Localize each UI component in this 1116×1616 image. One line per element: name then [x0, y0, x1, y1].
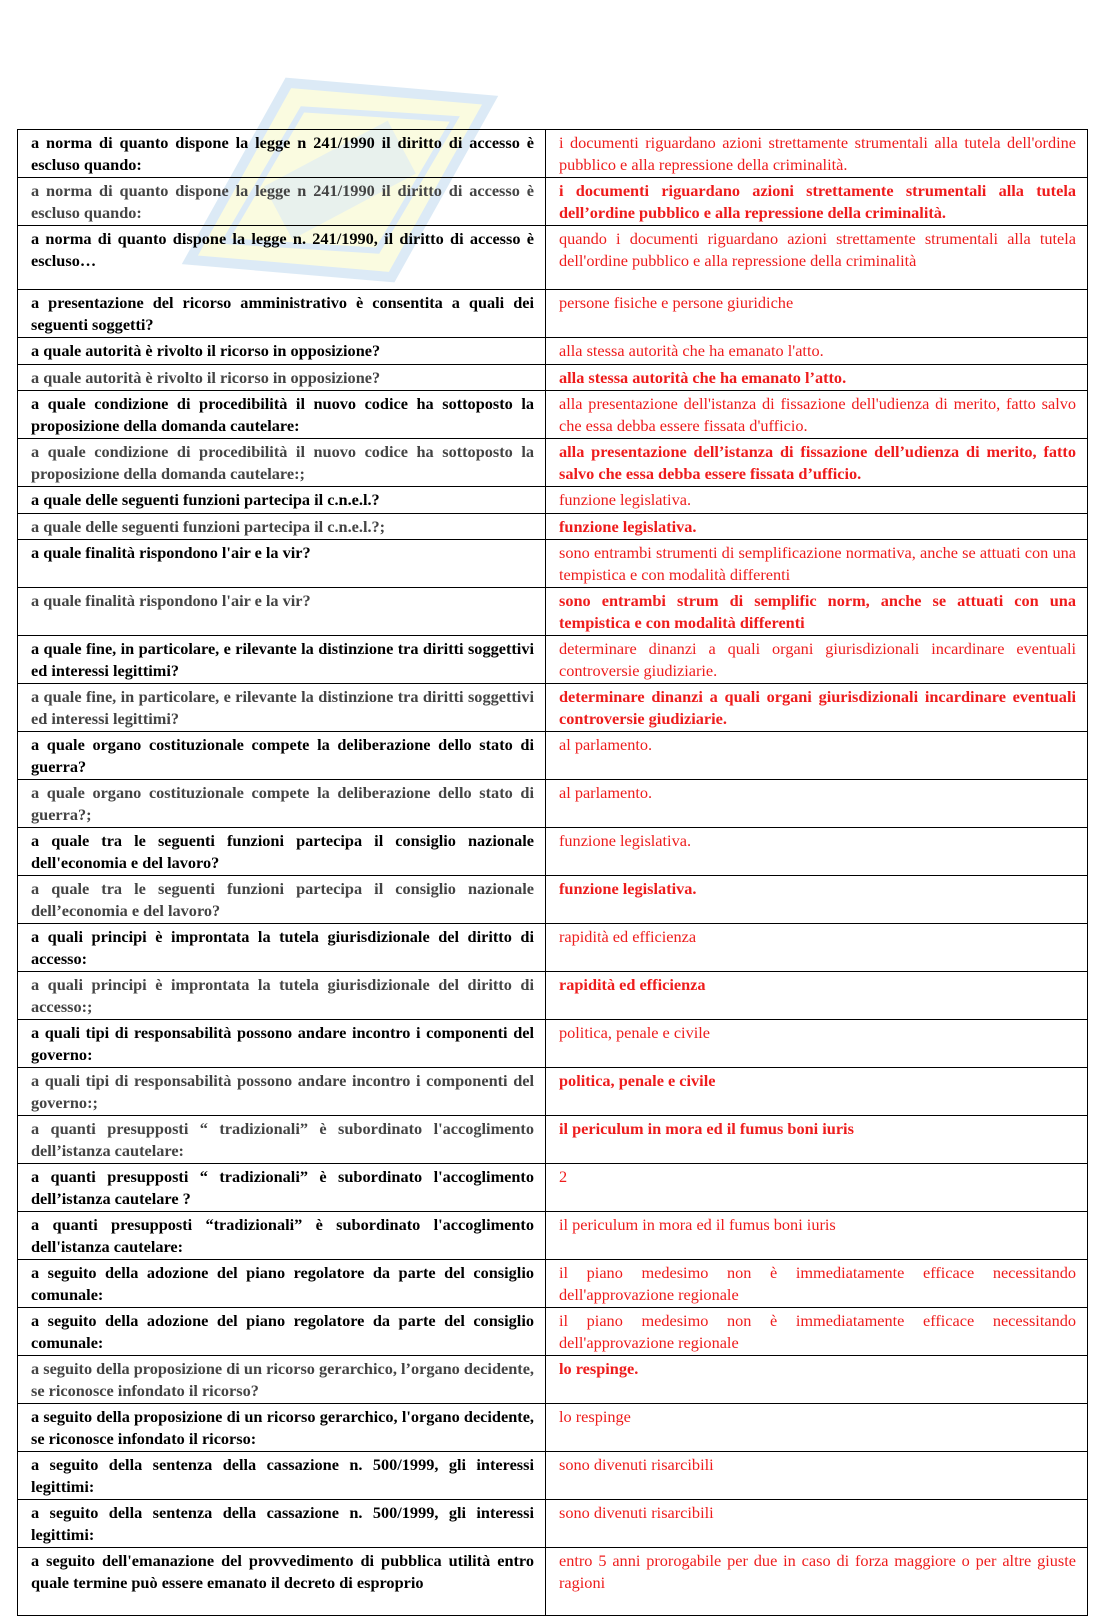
answer-cell: il piano medesimo non è immediatamente efficace necessitando dell'approvazione regionale — [546, 1260, 1088, 1308]
qa-row — [18, 1404, 1088, 1452]
question-cell: a quali principi è improntata la tutela giurisdizionale del diritto di accesso:; — [18, 972, 546, 1020]
question-cell: a quanti presupposti “tradizionali” è subordinato l'accoglimento dell'istanza cautelare: — [18, 1212, 546, 1260]
question-cell: a presentazione del ricorso amministrativo è consentita a quali dei seguenti soggetti? — [18, 290, 546, 338]
question-cell: a quale tra le seguenti funzioni partecipa il consiglio nazionale dell'economia e del lavoro? — [18, 828, 546, 876]
answer-cell: i documenti riguardano azioni strettamente strumentali alla tutela dell'ordine pubblico e alla repressione della criminalità. — [546, 130, 1088, 178]
question-cell: a quale fine, in particolare, e rilevante la distinzione tra diritti soggettivi ed interessi legittimi? — [18, 684, 546, 732]
qa-row — [18, 226, 1088, 290]
answer-cell: al parlamento. — [546, 732, 1088, 780]
answer-cell: alla stessa autorità che ha emanato l'atto. — [546, 338, 1088, 365]
question-cell: a quale delle seguenti funzioni partecipa il c.n.e.l.?; — [18, 513, 546, 540]
answer-cell: il periculum in mora ed il fumus boni iuris — [546, 1212, 1088, 1260]
qa-row — [18, 924, 1088, 972]
qa-row — [18, 487, 1088, 514]
answer-cell: politica, penale e civile — [546, 1020, 1088, 1068]
answer-cell: al parlamento. — [546, 780, 1088, 828]
question-cell: a seguito della adozione del piano regolatore da parte del consiglio comunale: — [18, 1260, 546, 1308]
answer-cell: alla presentazione dell'istanza di fissazione dell'udienza di merito, fatto salvo che essa debba essere fissata d'ufficio. — [546, 391, 1088, 439]
question-cell: a quale fine, in particolare, e rilevante la distinzione tra diritti soggettivi ed interessi legittimi? — [18, 636, 546, 684]
qa-row — [18, 338, 1088, 365]
answer-cell: funzione legislativa. — [546, 513, 1088, 540]
answer-cell: quando i documenti riguardano azioni strettamente strumentali alla tutela dell'ordine pubblico e alla repressione della criminalità — [546, 226, 1088, 290]
question-cell: a quale delle seguenti funzioni partecipa il c.n.e.l.? — [18, 487, 546, 514]
question-cell: a quale finalità rispondono l'air e la vir? — [18, 540, 546, 588]
answer-cell: lo respinge — [546, 1404, 1088, 1452]
question-cell: a seguito della sentenza della cassazione n. 500/1999, gli interessi legittimi: — [18, 1452, 546, 1500]
qa-row — [18, 178, 1088, 226]
answer-cell: lo respinge. — [546, 1356, 1088, 1404]
qa-row — [18, 290, 1088, 338]
qa-row — [18, 1308, 1088, 1356]
qa-row — [18, 828, 1088, 876]
answer-cell: i documenti riguardano azioni strettamente strumentali alla tutela dell’ordine pubblico e alla repressione della criminalità. — [546, 178, 1088, 226]
question-cell: a quali tipi di responsabilità possono andare incontro i componenti del governo: — [18, 1020, 546, 1068]
qa-row — [18, 513, 1088, 540]
answer-cell: determinare dinanzi a quali organi giurisdizionali incardinare eventuali controversie giudiziarie. — [546, 684, 1088, 732]
answer-cell: funzione legislativa. — [546, 828, 1088, 876]
answer-cell: sono entrambi strum di semplific norm, anche se attuati con una tempistica e con modalità differenti — [546, 588, 1088, 636]
answer-cell: il piano medesimo non è immediatamente efficace necessitando dell'approvazione regionale — [546, 1308, 1088, 1356]
question-cell: a quali tipi di responsabilità possono andare incontro i componenti del governo:; — [18, 1068, 546, 1116]
qa-row — [18, 684, 1088, 732]
qa-row — [18, 1500, 1088, 1548]
qa-row — [18, 732, 1088, 780]
question-cell: a quale condizione di procedibilità il nuovo codice ha sottoposto la proposizione della domanda cautelare:; — [18, 439, 546, 487]
qa-row — [18, 1548, 1088, 1616]
question-cell: a norma di quanto dispone la legge n 241/1990 il diritto di accesso è escluso quando: — [18, 178, 546, 226]
answer-cell: sono entrambi strumenti di semplificazione normativa, anche se attuati con una tempistica e con modalità differenti — [546, 540, 1088, 588]
qa-row — [18, 391, 1088, 439]
qa-row — [18, 1260, 1088, 1308]
qa-row — [18, 1116, 1088, 1164]
question-cell: a quale autorità è rivolto il ricorso in opposizione? — [18, 338, 546, 365]
question-cell: a quale condizione di procedibilità il nuovo codice ha sottoposto la proposizione della domanda cautelare: — [18, 391, 546, 439]
qa-row — [18, 1068, 1088, 1116]
answer-cell: entro 5 anni prorogabile per due in caso di forza maggiore o per altre giuste ragioni — [546, 1548, 1088, 1616]
question-cell: a norma di quanto dispone la legge n. 241/1990, il diritto di accesso è escluso… — [18, 226, 546, 290]
answer-cell: determinare dinanzi a quali organi giurisdizionali incardinare eventuali controversie giudiziarie. — [546, 636, 1088, 684]
question-cell: a seguito della proposizione di un ricorso gerarchico, l'organo decidente, se riconosce infondato il ricorso: — [18, 1404, 546, 1452]
qa-row — [18, 588, 1088, 636]
answer-cell: il periculum in mora ed il fumus boni iuris — [546, 1116, 1088, 1164]
question-cell: a quale organo costituzionale compete la deliberazione dello stato di guerra? — [18, 732, 546, 780]
question-cell: a quanti presupposti “ tradizionali” è subordinato l'accoglimento dell’istanza cautelare ? — [18, 1164, 546, 1212]
qa-row — [18, 1212, 1088, 1260]
answer-cell: funzione legislativa. — [546, 487, 1088, 514]
qa-row — [18, 1356, 1088, 1404]
qa-row — [18, 780, 1088, 828]
answer-cell: alla stessa autorità che ha emanato l’atto. — [546, 364, 1088, 391]
qa-row — [18, 972, 1088, 1020]
answer-cell: politica, penale e civile — [546, 1068, 1088, 1116]
answer-cell: sono divenuti risarcibili — [546, 1500, 1088, 1548]
question-cell: a quanti presupposti “ tradizionali” è subordinato l'accoglimento dell’istanza cautelare: — [18, 1116, 546, 1164]
qa-table — [17, 129, 1088, 1616]
answer-cell: persone fisiche e persone giuridiche — [546, 290, 1088, 338]
qa-row — [18, 1164, 1088, 1212]
answer-cell: funzione legislativa. — [546, 876, 1088, 924]
qa-row — [18, 1020, 1088, 1068]
question-cell: a norma di quanto dispone la legge n 241/1990 il diritto di accesso è escluso quando: — [18, 130, 546, 178]
qa-row — [18, 876, 1088, 924]
answer-cell: 2 — [546, 1164, 1088, 1212]
answer-cell: alla presentazione dell’istanza di fissazione dell’udienza di merito, fatto salvo che essa debba essere fissata d’ufficio. — [546, 439, 1088, 487]
question-cell: a quale tra le seguenti funzioni partecipa il consiglio nazionale dell’economia e del lavoro? — [18, 876, 546, 924]
question-cell: a seguito della adozione del piano regolatore da parte del consiglio comunale: — [18, 1308, 546, 1356]
question-cell: a quale autorità è rivolto il ricorso in opposizione? — [18, 364, 546, 391]
qa-row — [18, 130, 1088, 178]
answer-cell: sono divenuti risarcibili — [546, 1452, 1088, 1500]
qa-row — [18, 439, 1088, 487]
answer-cell: rapidità ed efficienza — [546, 972, 1088, 1020]
answer-cell: rapidità ed efficienza — [546, 924, 1088, 972]
question-cell: a quale organo costituzionale compete la deliberazione dello stato di guerra?; — [18, 780, 546, 828]
qa-row — [18, 364, 1088, 391]
qa-row — [18, 540, 1088, 588]
question-cell: a quali principi è improntata la tutela giurisdizionale del diritto di accesso: — [18, 924, 546, 972]
question-cell: a seguito della sentenza della cassazione n. 500/1999, gli interessi legittimi: — [18, 1500, 546, 1548]
qa-row — [18, 1452, 1088, 1500]
question-cell: a quale finalità rispondono l'air e la vir? — [18, 588, 546, 636]
qa-row — [18, 636, 1088, 684]
question-cell: a seguito della proposizione di un ricorso gerarchico, l’organo decidente, se riconosce infondato il ricorso? — [18, 1356, 546, 1404]
question-cell: a seguito dell'emanazione del provvedimento di pubblica utilità entro quale termine può essere emanato il decreto di esproprio — [18, 1548, 546, 1616]
